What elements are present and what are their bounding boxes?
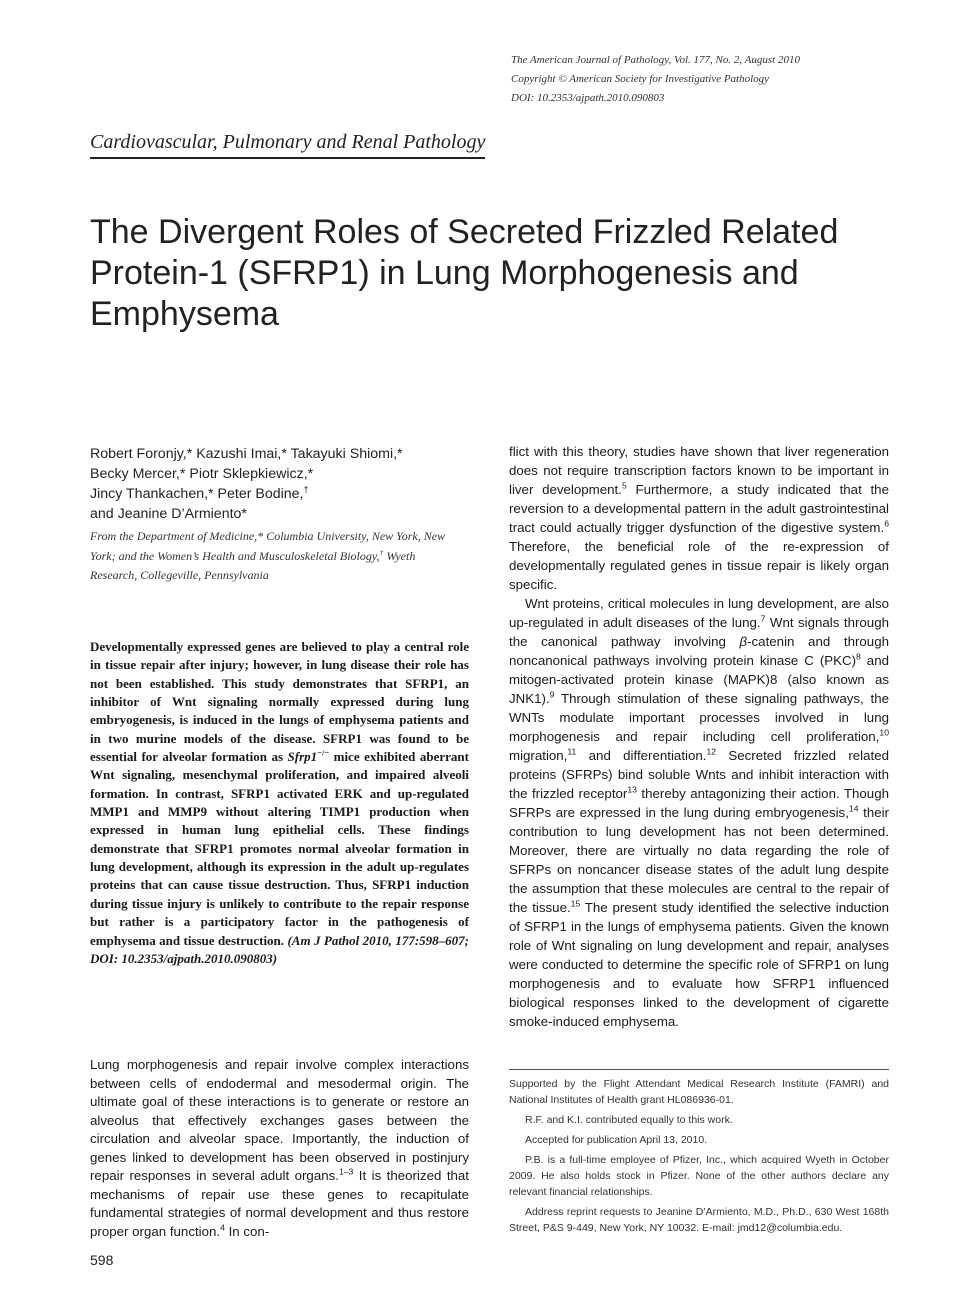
affiliation-mark: *	[281, 446, 287, 462]
affiliation-mark: *	[397, 446, 403, 462]
author-bodine: Peter Bodine,	[213, 486, 304, 502]
reference-mark[interactable]: 12	[706, 746, 717, 757]
body-text: thereby antagonizing their action. Though SFRPs are expressed in the lung during embryogenesis,	[509, 786, 889, 820]
reference-mark[interactable]: 13	[627, 784, 637, 795]
reference-mark[interactable]: 10	[879, 727, 889, 738]
body-paragraph	[509, 442, 889, 594]
section-heading: Cardiovascular, Pulmonary and Renal Pathology	[90, 131, 485, 159]
affiliation-mark: *	[307, 466, 314, 482]
affiliation-mark: *	[257, 529, 264, 543]
reference-mark[interactable]: 11	[567, 746, 577, 757]
footnote-accepted: Accepted for publication April 13, 2010.	[525, 1134, 708, 1146]
body-text: their contribution to lung development has not been determined. Moreover, there are virtually no data regarding the role of SFRPs on noncancer disease states of the adult lung despite the assumption that these molecules are central to the repair of the tissue.	[509, 805, 889, 915]
affiliation-mark: *	[241, 506, 247, 522]
author-foronjy: Robert Foronjy,	[90, 446, 187, 462]
article-title: The Divergent Roles of Secreted Frizzled Related Protein-1 (SFRP1) in Lung Morphogenesis and Emphysema	[90, 213, 839, 333]
affiliation-mark: *	[186, 446, 193, 462]
footnote-divider	[509, 1069, 889, 1070]
abstract-citation: (Am J Pathol 2010, 177:598–607; DOI: 10.2353/ajpath.2010.090803)	[90, 932, 469, 966]
reference-mark[interactable]: 5	[621, 480, 627, 491]
journal-header	[511, 51, 931, 108]
beta-symbol: β	[739, 634, 748, 649]
body-text: In con-	[224, 1223, 270, 1239]
body-text: Secreted frizzled related proteins (SFRPs) bind soluble Wnts and inhibit interaction with the frizzled receptor	[509, 748, 889, 801]
gene-superscript: −/−	[317, 747, 330, 758]
footnote-reprint: Address reprint requests to Jeanine D’Armiento, M.D., Ph.D., 630 West 168th Street, P&S 9-449, New York, NY 10032. E-mail: jmd12@columbia.edu.	[509, 1206, 889, 1234]
author-sklepkiewicz: Piotr Sklepkiewicz,	[185, 466, 308, 482]
author-darmiento: and Jeanine D’Armiento	[90, 506, 242, 522]
reference-mark[interactable]: 8	[856, 651, 861, 662]
reference-mark[interactable]: 4	[220, 1222, 225, 1233]
reference-mark[interactable]: 7	[760, 613, 766, 624]
reference-mark[interactable]: 6	[884, 518, 889, 529]
body-column-right	[509, 442, 889, 1031]
affiliation-mark: *	[208, 486, 214, 502]
reference-mark[interactable]: 9	[549, 689, 555, 700]
affiliation-mark: †	[379, 547, 384, 557]
copyright-line: Copyright © American Society for Investigative Pathology	[511, 73, 770, 85]
author-mercer: Becky Mercer,	[90, 466, 180, 482]
affiliation-part: Wyeth Research, Collegeville, Pennsylvania	[90, 548, 416, 582]
journal-citation-line: The American Journal of Pathology, Vol. 177, No. 2, August 2010	[511, 54, 800, 66]
abstract-text: Developmentally expressed genes are believed to play a central role in tissue repair after injury; however, in lung disease their role has not been established. This study demonstrates that SFRP1, an inhibitor of Wnt signaling normally expressed during lung embryogenesis, is induced in the lungs of emphysema patients and in two murine models of the disease. SFRP1 was found to be essential for alveolar formation as	[90, 639, 469, 765]
affiliation-mark: *	[179, 466, 186, 482]
body-text: Lung morphogenesis and repair involve complex interactions between cells of endodermal and mesodermal origin. The ultimate goal of these interactions is to generate or restore an alveolus that effectively exchanges gases between the circulation and alveolar space. Importantly, the induction of genes linked to development has been observed in postinjury repair responses in several adult organs.	[90, 1057, 469, 1183]
abstract	[90, 638, 469, 968]
body-text: and mitogen-activated protein kinase (MAPK)8 (also known as JNK1).	[509, 653, 889, 706]
body-column-left	[90, 1056, 469, 1241]
reference-mark[interactable]: 1–3	[338, 1166, 354, 1177]
affiliation-part: From the Department of Medicine,	[90, 529, 258, 543]
body-text: The present study identified the selective induction of SFRP1 in the lungs of emphysema patients. Given the known role of Wnt signaling on lung development and repair, analyses were conducted to determine the specific role of SFRP1 on lung morphogenesis and to evaluate how SFRP1 influenced biological responses linked to the development of cigarette smoke-induced emphysema.	[509, 900, 889, 1029]
gene-symbol: Sfrp1	[287, 749, 318, 765]
body-text: Furthermore, a study indicated that the reversion to a developmental pattern in the adult gastrointestinal tract could actually trigger dysfunction of the digestive system.	[509, 482, 889, 535]
footnotes	[509, 1076, 889, 1240]
body-text: flict with this theory, studies have shown that liver regeneration does not require transcription factors known to be important in liver development.	[509, 444, 889, 497]
abstract-text: mice exhibited aberrant Wnt signaling, mesenchymal proliferation, and impaired alveoli formation. In contrast, SFRP1 activated ERK and up-regulated MMP1 and MMP9 without altering TIMP1 production when expressed in human lung epithelial cells. These findings demonstrate that SFRP1 promotes normal alveolar formation in lung development, although its expression in the adult up-regulates proteins that can cause tissue destruction. Thus, SFRP1 induction during tissue injury is unlikely to contribute to the repair response but rather is a participatory factor in the pathogenesis of emphysema and tissue destruction.	[90, 749, 469, 948]
author-list	[90, 444, 490, 524]
body-text: It is theorized that mechanisms of repair use these genes to recapitulate fundamental strategies of normal development and thus restore proper organ function.	[90, 1168, 469, 1239]
footnote-support: Supported by the Flight Attendant Medical Research Institute (FAMRI) and National Institutes of Health grant HL086936-01.	[509, 1078, 889, 1106]
body-text: Therefore, the beneficial role of the re-expression of developmentally regulated genes in tissue repair is likely organ specific.	[509, 539, 889, 592]
doi-line[interactable]: DOI: 10.2353/ajpath.2010.090803	[511, 92, 665, 104]
affiliation-text	[90, 527, 465, 586]
footnote-disclosure: P.B. is a full-time employee of Pfizer, Inc., which acquired Wyeth in October 2009. He also holds stock in Pfizer. None of the other authors declare any relevant financial relationships.	[509, 1154, 889, 1198]
body-text: Through stimulation of these signaling pathways, the WNTs modulate important processes involved in lung morphogenesis and repair including cell proliferation,	[509, 691, 889, 744]
body-text: Wnt proteins, critical molecules in lung development, are also up-regulated in adult diseases of the lung.	[509, 596, 889, 630]
body-paragraph	[509, 594, 889, 1031]
body-text: Wnt signals through the canonical pathway involving	[509, 615, 889, 649]
affiliation-mark: †	[303, 484, 309, 495]
affiliation-part: Columbia University, New York, New York; and the Women’s Health and Musculoskeletal Biology,	[90, 529, 446, 563]
reference-mark[interactable]: 14	[848, 803, 859, 814]
author-thankachen: Jincy Thankachen,	[90, 486, 209, 502]
body-text: migration,	[509, 748, 568, 763]
body-paragraph	[90, 1056, 469, 1241]
author-shiomi: Takayuki Shiomi,	[286, 446, 398, 462]
body-text: and differentiation.	[576, 748, 707, 763]
reference-mark[interactable]: 15	[570, 898, 581, 909]
body-text: -catenin and through noncanonical pathways involving protein kinase C (PKC)	[509, 634, 889, 668]
author-imai: Kazushi Imai,	[192, 446, 282, 462]
footnote-equal-contribution: R.F. and K.I. contributed equally to this work.	[525, 1114, 733, 1126]
page-number: 598	[90, 1252, 114, 1268]
